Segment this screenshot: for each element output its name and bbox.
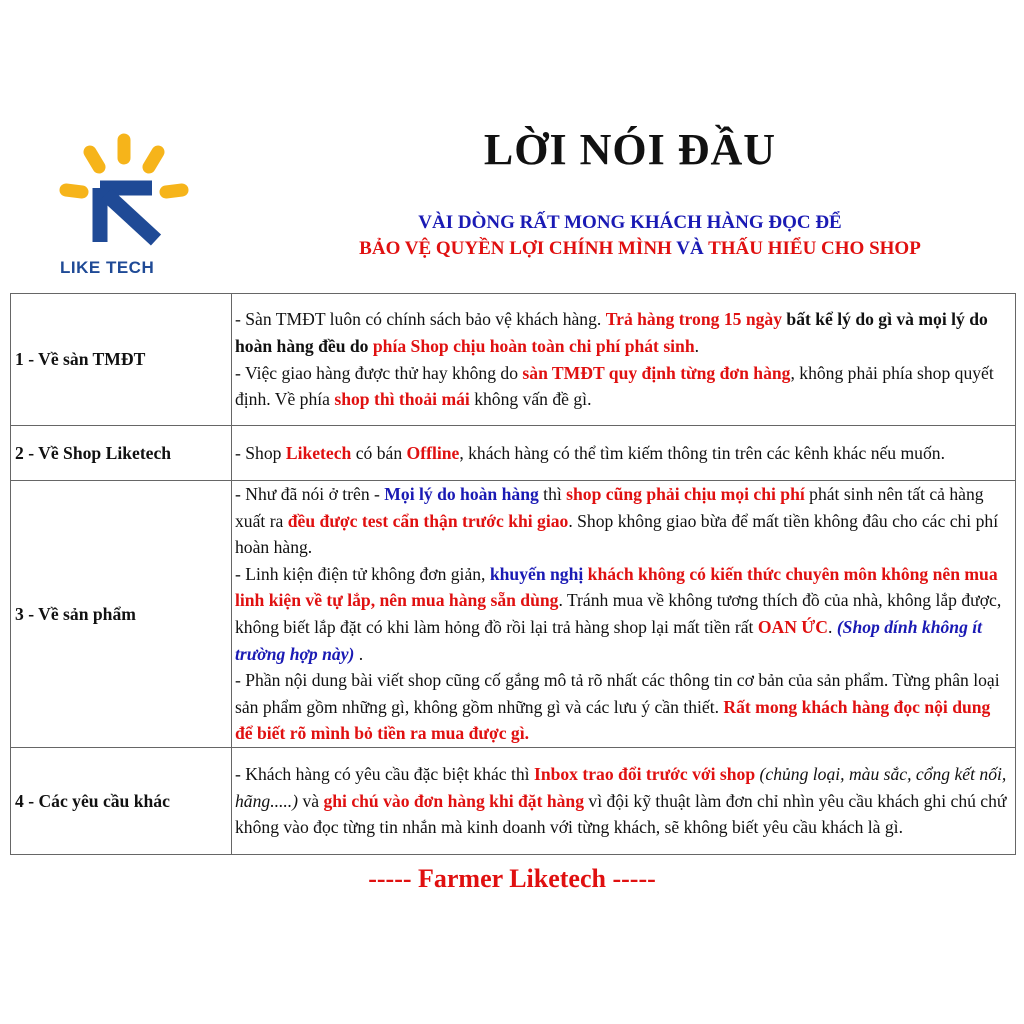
text-run: . [828,617,837,637]
text-run: - Khách hàng có yêu cầu đặc biệt khác thì [235,764,534,785]
section-label: 1 - Về sàn TMĐT [11,294,232,426]
text-run: Inbox trao đổi trước với shop [533,764,756,785]
text-run: shop thì thoải mái [334,389,470,410]
text-run: khuyến nghị [489,563,584,584]
text-run: (chủng loại, màu sắc, cổng kết nối, hãng.....) [235,764,1007,811]
liketech-logo [52,130,202,280]
text-run: (Shop dính không ít trường hợp này) [235,617,983,664]
text-run: - Phần nội dung bài viết shop cũng cố gắng mô tả rõ nhất các thông tin cơ bản của sản phẩm. Từng phân loại sản phẩm gồm những gì, không gồm những gì và các lưu ý cần thiết. [235,670,1000,717]
section-paragraph [235,481,1011,561]
text-run: khách không có kiến thức chuyên môn không nên mua linh kiện về tự lắp, nên mua hàng sẵn dùng [235,563,998,611]
info-table [10,293,1016,855]
text-run: . Tránh mua về không tương thích đồ của nhà, không lắp được, không biết lắp đặt có khi làm hỏng đồ rồi lại trả hàng shop lại mất tiền rất [235,590,1002,637]
section-row-shop [11,426,1016,481]
section-paragraph [235,561,1011,667]
section-label: 2 - Về Shop Liketech [11,426,232,481]
text-run: - Sàn TMĐT luôn có chính sách bảo vệ khách hàng. [235,309,606,330]
text-run: . Shop không giao bừa để mất tiền không đâu cho các chi phí hoàn hàng. [235,510,999,558]
text-run: , không phải phía shop quyết định. Về phía [235,362,994,410]
section-row-product [11,481,1016,748]
text-run: - Linh kiện điện tử không đơn giản, [235,563,490,584]
text-run: - Việc giao hàng được thử hay không do [235,362,523,383]
subtitle-line-2 [260,238,1020,260]
section-paragraph [235,761,1011,841]
text-run: thì [538,484,567,505]
section-row-tmdt [11,294,1016,426]
text-run: Liketech [285,442,352,463]
section-label: 4 - Các yêu cầu khác [11,748,232,855]
text-run: ghi chú vào đơn hàng khi đặt hàng [323,790,585,811]
section-paragraph [235,440,1011,467]
section-paragraph [235,306,1011,359]
text-run: và [298,790,324,811]
subtitle-line-2-part-b: VÀ [671,238,709,259]
text-run: OAN ỨC [757,617,829,637]
section-body [232,294,1016,426]
text-run: có bán [351,442,407,463]
logo-text: LIKE TECH [60,258,155,277]
section-label: 3 - Về sản phẩm [11,481,232,748]
text-run: - Shop [235,442,286,463]
subtitle-line-2-part-a: BẢO VỆ QUYỀN LỢI CHÍNH MÌNH [359,238,672,259]
text-run: Mọi lý do hoàn hàng [384,484,539,505]
subtitle-line-2-part-c: THẤU HIỂU CHO SHOP [708,238,921,259]
section-body [232,748,1016,855]
text-run: . [354,643,364,664]
text-run: bất kể lý do gì và mọi lý do hoàn hàng đều do [235,309,988,356]
section-body [232,481,1016,748]
text-run: . [694,335,700,356]
text-run: Trả hàng trong 15 ngày [605,309,782,330]
text-run: sàn TMĐT quy định từng đơn hàng [522,362,791,383]
footer-signature: ----- Farmer Liketech ----- [368,864,656,893]
text-run: , khách hàng có thể tìm kiếm thông tin trên các kênh khác nếu muốn. [459,442,945,463]
section-paragraph [235,360,1011,413]
text-run: Rất mong khách hàng đọc nội dung để biết rõ mình bỏ tiền ra mua được gì. [235,696,991,744]
section-paragraph [235,667,1011,747]
page-title: LỜI NÓI ĐẦU [483,125,777,174]
text-run: phía Shop chịu hoàn toàn chi phí phát sinh [372,335,695,356]
text-run: - Như đã nói ở trên - [235,484,385,505]
text-run: đều được test cẩn thận trước khi giao [287,510,569,531]
sun-arrow-logo-icon [52,130,202,260]
text-run: không vấn đề gì. [469,389,592,410]
text-run: shop cũng phải chịu mọi chi phí [566,484,805,505]
text-run: phát sinh nên tất cả hàng xuất ra [235,484,984,531]
subtitle-line-1: VÀI DÒNG RẤT MONG KHÁCH HÀNG ĐỌC ĐỂ [418,212,842,233]
section-row-other [11,748,1016,855]
text-run: Offline [406,442,460,463]
section-body [232,426,1016,481]
text-run: vì đội kỹ thuật làm đơn chỉ nhìn yêu cầu khách ghi chú chứ không vào đọc từng tin nhắn mà kinh doanh với từng khách, sẽ không biết yêu cầu khách là gì. [235,790,1007,838]
